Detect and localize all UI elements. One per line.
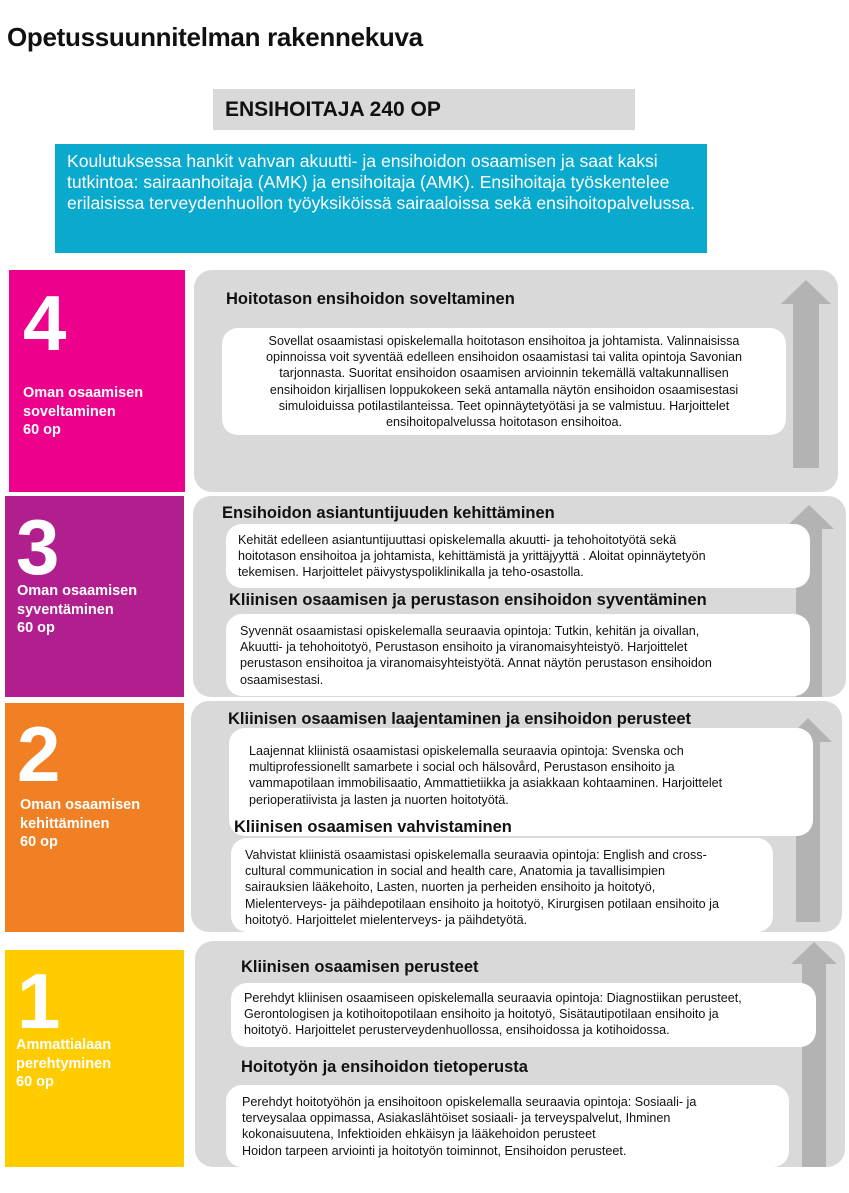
level-2-block	[5, 703, 184, 932]
section-title: Kliinisen osaamisen vahvistaminen	[234, 818, 512, 836]
level-1-block	[5, 950, 184, 1167]
page-title: Opetussuunnitelman rakennekuva	[7, 22, 423, 52]
section-title: Hoitotyön ja ensihoidon tietoperusta	[241, 1058, 528, 1076]
level-3-block	[5, 496, 184, 697]
section-title: Hoitotason ensihoidon soveltaminen	[226, 290, 515, 308]
program-title: ENSIHOITAJA 240 OP	[225, 98, 441, 121]
section-description: Sovellat osaamistasi opiskelemalla hoitotason ensihoitoa ja johtamista. Valinnaisissa opinnoissa voit syventää edelleen ensihoidon osaamistasi tai valita opintoja Savonian tarjonnasta. Suoritat ensihoidon osaamisen arvioinnin tekemällä valtakunnallisen ensihoidon kirjallisen loppukokeen sekä antamalla näytön ensihoidon osaamisestasi simuloiduissa potilastilanteissa. Teet opinnäytetyötäsi ja se valmistuu. Harjoittelet ensihoitopalvelussa hoitotason ensihoitoa.	[222, 328, 786, 435]
up-arrow-icon	[781, 280, 831, 468]
up-arrow-icon	[791, 942, 837, 1167]
section-title: Ensihoidon asiantuntijuuden kehittäminen	[222, 504, 555, 522]
level-1-number: 1	[17, 957, 61, 1045]
section-description: Syvennät osaamistasi opiskelemalla seuraavia opintoja: Tutkin, kehitän ja oivallan, Akuutti- ja tehohoitotyö, Perustason ensihoito ja viranomaisyhteistyö. Harjoittelet perustason ensihoitoa ja viranomaisyhteistyötä. Annat näytön perustason ensihoidon osaamisestasi.	[226, 614, 810, 696]
level-2-name: Oman osaamisen kehittäminen 60 op	[20, 797, 141, 850]
level-1-name: Ammattialaan perehtyminen 60 op	[16, 1037, 112, 1090]
section-description: Perehdyt kliinisen osaamiseen opiskelemalla seuraavia opintoja: Diagnostiikan perusteet, Gerontologisen ja kotihoitopotilaan ensihoito ja hoitotyö, Sisätautipotilaan ensihoito ja hoitotyö. Harjoittelet perusterveydenhuollossa, ensihoidossa ja kotihoidossa.	[231, 983, 816, 1047]
section-description: Laajennat kliinistä osaamistasi opiskelemalla seuraavia opintoja: Svenska och multiprofessionellt samarbete i social och hälsovård, Perustason ensihoito ja vammapotilaan immobilisaatio, Ammattietiikka ja asiakkaan kohtaaminen. Harjoittelet perioperatiivista ja lasten ja nuorten hoitotyötä.	[229, 728, 813, 836]
section-title: Kliinisen osaamisen perusteet	[241, 958, 479, 976]
program-intro: Koulutuksessa hankit vahvan akuutti- ja ensihoidon osaamisen ja saat kaksi tutkintoa: sairaanhoitaja (AMK) ja ensihoitaja (AMK). Ensihoitaja työskentelee erilaisissa terveydenhuollon työyksiköissä sairaaloissa sekä ensihoitopalvelussa.	[55, 144, 707, 253]
program-title-box	[213, 89, 635, 130]
section-description: Vahvistat kliinistä osaamistasi opiskelemalla seuraavia opintoja: English and cross- cultural communication in social and health care, Anatomia ja tavallisimpien sairauksien lääkehoito, Lasten, nuorten ja perheiden ensihoito ja hoitotyö, Mielenterveys- ja päihdepotilaan ensihoito ja hoitotyö, Kirurgisen potilaan ensihoito ja hoitotyö. Harjoittelet mielenterveys- ja päihdetyötä.	[231, 838, 773, 932]
level-3-name: Oman osaamisen syventäminen 60 op	[17, 583, 138, 636]
section-title: Kliinisen osaamisen ja perustason ensihoidon syventäminen	[229, 591, 707, 609]
level-4-name: Oman osaamisen soveltaminen 60 op	[23, 385, 144, 438]
section-description: Kehität edelleen asiantuntijuuttasi opiskelemalla akuutti- ja tehohoitotyötä sekä hoitotason ensihoitoa ja johtamista, kehittämistä ja yrittäjyyttä . Aloitat opinnäytetyön tekemisen. Harjoittelet päivystyspoliklinikalla ja teho-osastolla.	[226, 524, 810, 588]
level-4-block	[9, 270, 185, 492]
section-description: Perehdyt hoitotyöhön ja ensihoitoon opiskelemalla seuraavia opintoja: Sosiaali- ja terveysalaa oppimassa, Asiakaslähtöiset sosiaali- ja terveyspalvelut, Ihminen kokonaisuutena, Infektioiden ehkäisyn ja lääkehoidon perusteet Hoidon tarpeen arviointi ja hoitotyön toiminnot, Ensihoidon perusteet.	[226, 1085, 789, 1167]
level-2-number: 2	[17, 710, 61, 798]
level-4-number: 4	[23, 279, 67, 367]
level-3-number: 3	[16, 503, 60, 591]
section-title: Kliinisen osaamisen laajentaminen ja ensihoidon perusteet	[228, 710, 692, 728]
